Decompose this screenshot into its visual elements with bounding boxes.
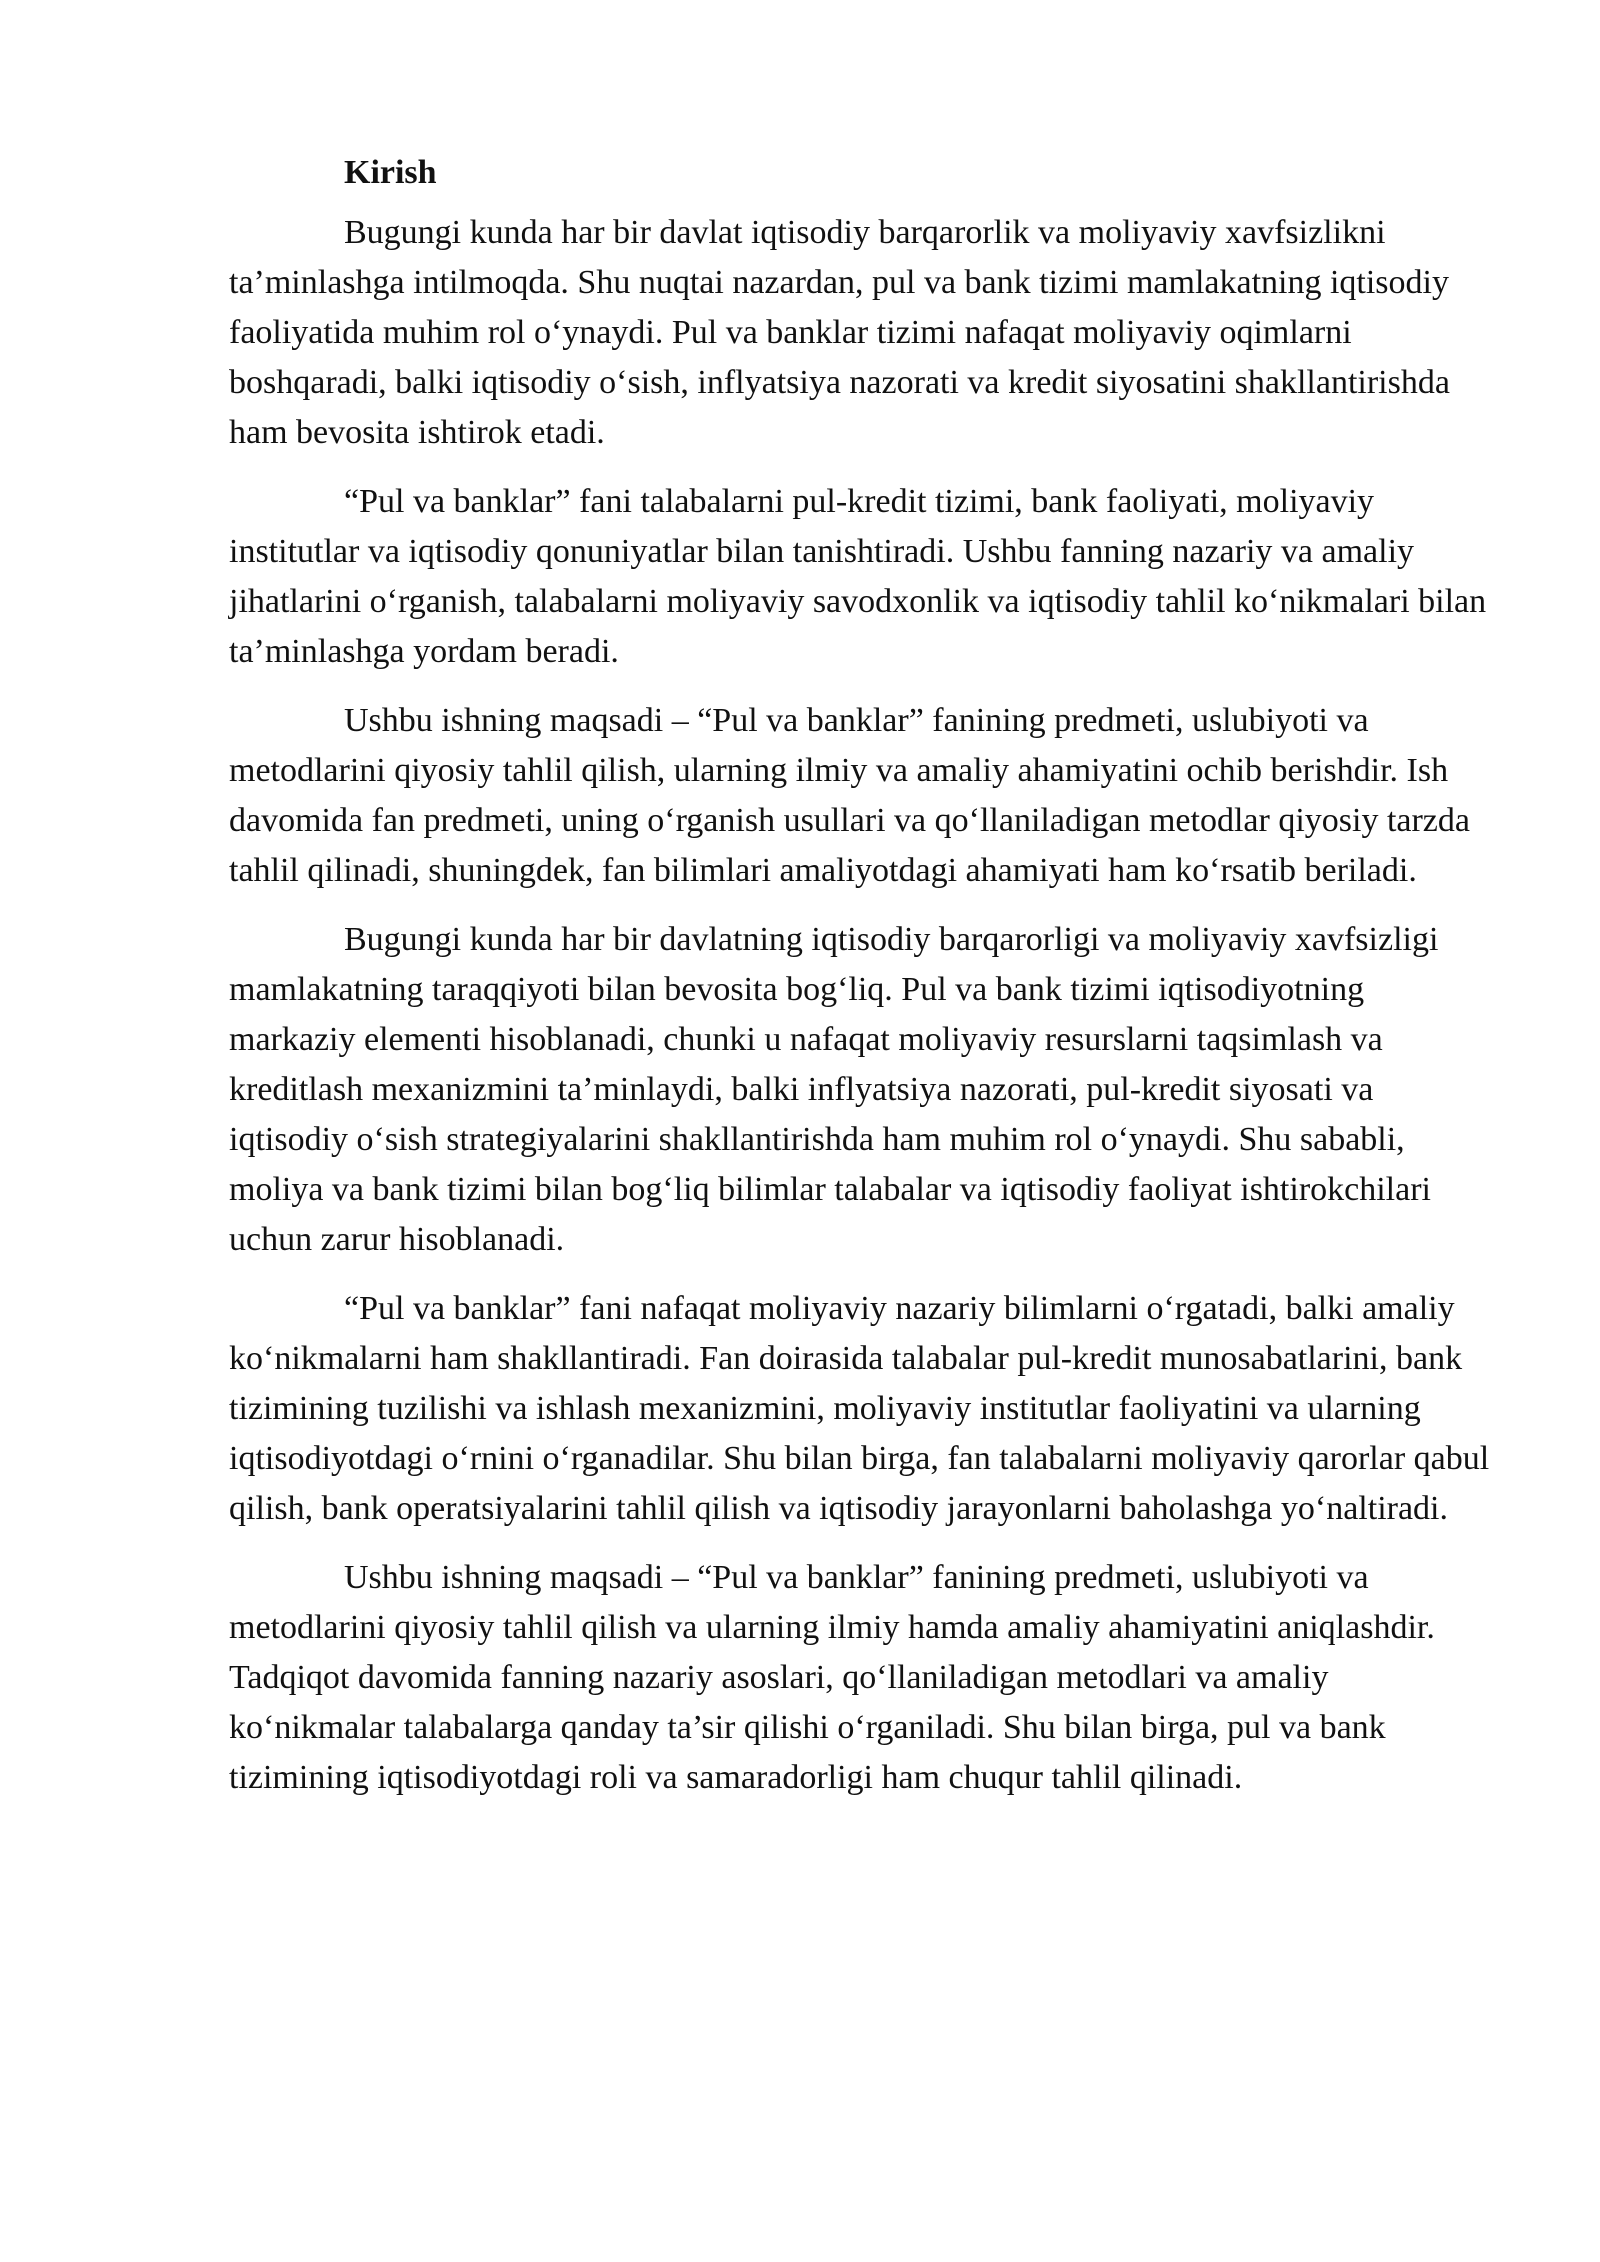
paragraph-4: Bugungi kunda har bir davlatning iqtisodiy barqarorligi va moliyaviy xavfsizligi mamlakatning taraqqiyoti bilan bevosita bog‘liq. Pul va bank tizimi iqtisodiyotning markaziy elementi hisoblanadi, chunki u nafaqat moliyaviy resurslarni taqsimlash va kreditlash mexanizmini ta’minlaydi, balki inflyatsiya nazorati, pul-kredit siyosati va iqtisodiy o‘sish strategiyalarini shakllantirishda ham muhim rol o‘ynaydi. Shu sababli, moliya va bank tizimi bilan bog‘liq bilimlar talabalar va iqtisodiy faoliyat ishtirokchilari uchun zarur hisoblanadi.	[229, 921, 1439, 1258]
paragraph-3: Ushbu ishning maqsadi – “Pul va banklar” fanining predmeti, uslubiyoti va metodlarini qiyosiy tahlil qilish, ularning ilmiy va amaliy ahamiyatini ochib berishdir. Ish davomida fan predmeti, uning o‘rganish usullari va qo‘llaniladigan metodlar qiyosiy tarzda tahlil qilinadi, shuningdek, fan bilimlari amaliyotdagi ahamiyati ham ko‘rsatib beriladi.	[229, 702, 1470, 889]
paragraph-6: Ushbu ishning maqsadi – “Pul va banklar” fanining predmeti, uslubiyoti va metodlarini qiyosiy tahlil qilish va ularning ilmiy hamda amaliy ahamiyatini aniqlashdir. Tadqiqot davomida fanning nazariy asoslari, qo‘llaniladigan metodlari va amaliy ko‘nikmalar talabalarga qanday ta’sir qilishi o‘rganiladi. Shu bilan birga, pul va bank tizimining iqtisodiyotdagi roli va samaradorligi ham chuqur tahlil qilinadi.	[229, 1559, 1435, 1796]
paragraph-5: “Pul va banklar” fani nafaqat moliyaviy nazariy bilimlarni o‘rgatadi, balki amaliy ko‘nikmalarni ham shakllantiradi. Fan doirasida talabalar pul-kredit munosabatlarini, bank tizimining tuzilishi va ishlash mexanizmini, moliyaviy institutlar faoliyatini va ularning iqtisodiyotdagi o‘rnini o‘rganadilar. Shu bilan birga, fan talabalarni moliyaviy qarorlar qabul qilish, bank operatsiyalarini tahlil qilish va iqtisodiy jarayonlarni baholashga yo‘naltiradi.	[229, 1290, 1490, 1527]
paragraph-2: “Pul va banklar” fani talabalarni pul-kredit tizimi, bank faoliyati, moliyaviy institutlar va iqtisodiy qonuniyatlar bilan tanishtiradi. Ushbu fanning nazariy va amaliy jihatlarini o‘rganish, talabalarni moliyaviy savodxonlik va iqtisodiy tahlil ko‘nikmalari bilan ta’minlashga yordam beradi.	[229, 483, 1487, 670]
section-heading: Kirish	[344, 154, 437, 191]
document-body	[229, 148, 1493, 1822]
paragraph-1: Bugungi kunda har bir davlat iqtisodiy barqarorlik va moliyaviy xavfsizlikni ta’minlashga intilmoqda. Shu nuqtai nazardan, pul va bank tizimi mamlakatning iqtisodiy faoliyatida muhim rol o‘ynaydi. Pul va banklar tizimi nafaqat moliyaviy oqimlarni boshqaradi, balki iqtisodiy o‘sish, inflyatsiya nazorati va kredit siyosatini shakllantirishda ham bevosita ishtirok etadi.	[229, 214, 1450, 451]
